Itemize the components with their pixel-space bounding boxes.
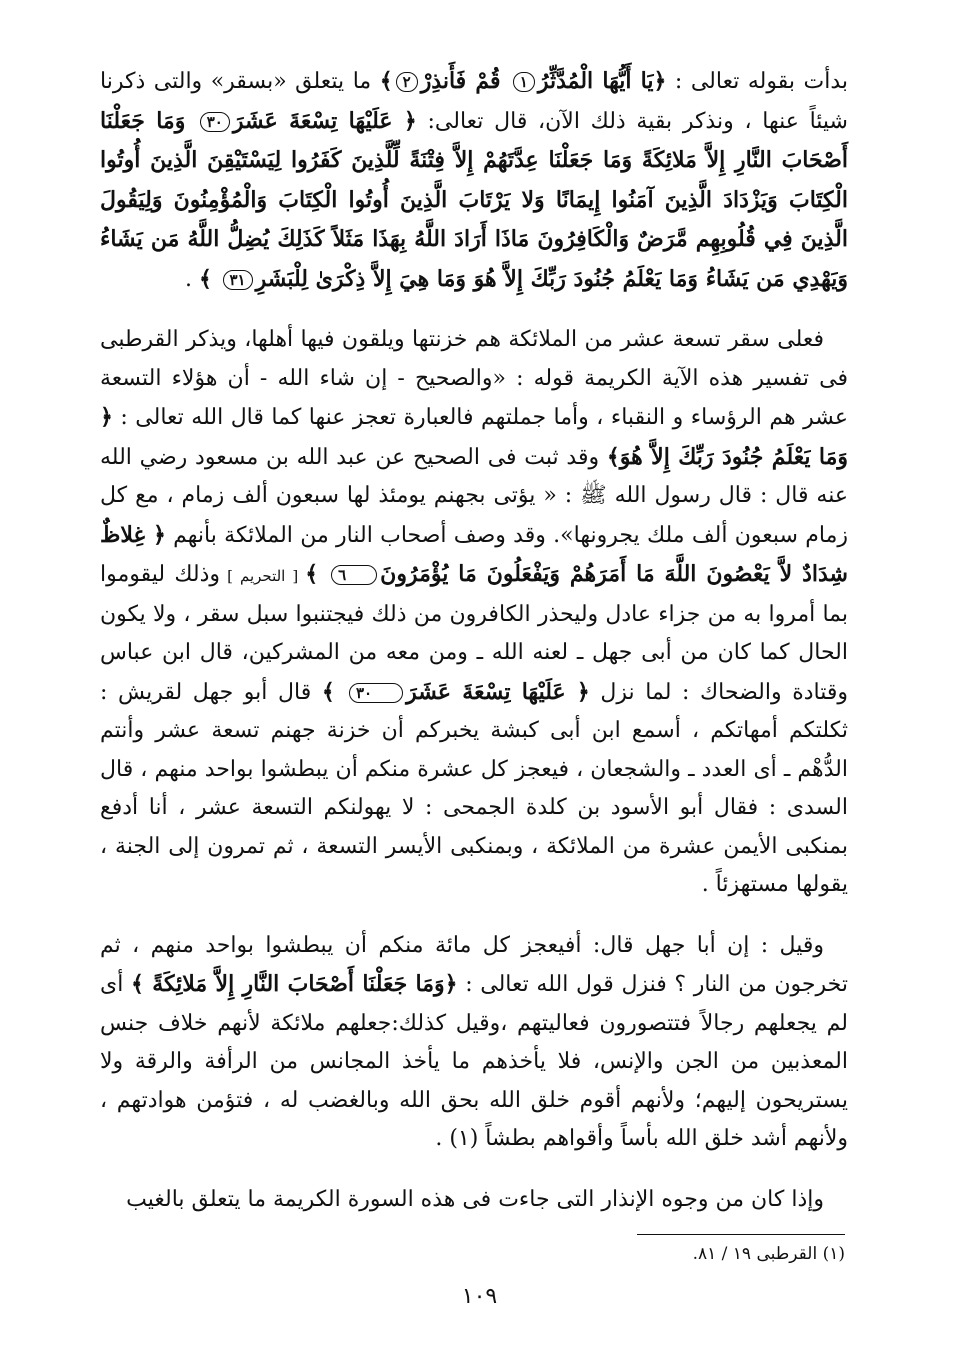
body-text: أى لم يجعلهم رجالاً فتتصورون فعاليتهم ،وقيل كذلك:جعلهم ملائكة لأنهم خلاف جنس المعذبين من الجن والإنس، فلا يأخذهم ما يأخذ المجانس من الرأفة والرقة ولا يستريحون إليهم؛ ولأنهم أقوم خلق الله بحق الله وبالغضب له ، فتؤمن هوادتهم ، ولأنهم أشد خلق الله بأساً وأقواهم بطشاً (١) . xyxy=(100,972,848,1151)
page-number: ١٠٩ xyxy=(461,1284,498,1309)
body-text: ما يتعلق «بسقر» والتى ذكرنا شيئاً عنها ، ونذكر بقية ذلك الآن، قال تعالى: xyxy=(100,69,848,134)
paragraph xyxy=(100,927,848,1159)
verse-bracket: ﴾ xyxy=(305,561,329,587)
paragraph xyxy=(100,321,848,905)
footnote-separator xyxy=(637,1234,845,1235)
quran-verse: عَلَيْهَا تِسْعَةَ عَشَرَ xyxy=(232,107,404,134)
body-text: قال أبو جهل لقريش : ثكلتكم أمهاتكم ، أسمع ابن أبى كبشة يخبركم أن خزنة جهنم تسعة عشر وأنتم الدُّهْم ـ أى العدد ـ والشجعان ، فيعجز كل عشرة منكم أن يبطشوا بواحد منهم ، قال السدى : فقال أبو الأسود بن كلدة الجمحى : لا يهولنكم التسعة عشر ، أنا أدفع بمنكبى الأيمن عشرة من الملائكة ، وبمنكبى الأيسر التسعة ، ثم تمرون إلى الجنة ، يقولها مستهزئاً . xyxy=(100,679,848,897)
quran-verse: وَمَا جَعَلْنَا أَصْحَابَ النَّارِ إِلاَّ مَلائِكَةً وَمَا جَعَلْنَا عِدَّتَهُمْ إِلاَّ فِتْنَةً لِّلَّذِينَ كَفَرُوا لِيَسْتَيْقِنَ الَّذِينَ أُوتُوا الْكِتَابَ وَيَزْدَادَ الَّذِينَ آمَنُوا إِيمَانًا وَلا يَرْتَابَ الَّذِينَ أُوتُوا الْكِتَابَ وَالْمُؤْمِنُونَ وَلِيَقُولَ الَّذِينَ فِي قُلُوبِهِم مَّرَضٌ وَالْكَافِرُونَ مَاذَا أَرَادَ اللَّهُ بِهَذَا مَثَلاً كَذَلِكَ يُضِلُّ اللَّهُ مَن يَشَاءُ وَيَهْدِي مَن يَشَاءُ وَمَا يَعْلَمُ جُنُودَ رَبِّكَ إِلاَّ هُوَ وَمَا هِيَ إِلاَّ ذِكْرَىٰ لِلْبَشَرِ xyxy=(100,107,848,292)
verse-bracket: ﴿ xyxy=(653,68,667,94)
body-text: . xyxy=(184,266,199,292)
body-text: وقيل : إن أبا جهل قال: أفيعجز كل مائة منكم أن يبطشوا بواحد منهم ، ثم تخرجون من النار ؟ فنزل قول الله تعالى : xyxy=(100,932,848,997)
verse-bracket: ﴾ xyxy=(606,443,620,470)
ayah-number: ٣٠ xyxy=(349,683,403,703)
body-text: وذلك ليقوموا بما أمروا به من جزاء عادل وليحذر الكافرون من ذلك فيجتنبوا سبل سقر ، ولا يكون الحال كما كان من أبى جهل ـ لعنه الله ـ ومن معه من المشركين، قال ابن عباس وقتادة والضحاك : لما نزل xyxy=(100,562,849,705)
ayah-number: ٣٠ xyxy=(200,112,230,132)
quran-verse: عَلَيْهَا تِسْعَةَ عَشَرَ xyxy=(406,678,577,705)
verse-bracket: ﴿ xyxy=(403,107,417,134)
quran-verse: يَا أَيُّهَا الْمُدَّثِّرُ xyxy=(537,68,654,94)
ayah-number: ٣١ xyxy=(223,270,253,290)
body-text: وقد ثبت فى الصحيح عن عبد الله بن مسعود رضي الله عنه قال : قال رسول الله ﷺ : « يؤتى بجهنم يومئذ لها سبعون ألف زمام ، مع كل زمام سبعون ألف ملك يجرونها». وقد وصف أصحاب النار من الملائكة بأنهم xyxy=(100,444,849,548)
body-text: بدأت بقوله تعالى : xyxy=(666,69,848,94)
surah-reference: [ التحريم ] xyxy=(220,567,306,585)
paragraph xyxy=(100,1181,848,1220)
verse-bracket: ﴾ xyxy=(379,68,393,94)
verse-bracket: ﴾ xyxy=(131,971,153,997)
body-text: فعلى سقر تسعة عشر من الملائكة هم خزنتها ويلقون فيها أهلها، ويذكر القرطبى فى تفسير هذه الآية الكريمة قوله : «والصحيح - إن شاء الله - أن هؤلاء التسعة عشر هم الرؤساء و النقباء ، وأما جملتهم فالعبارة تعجز عنها كما قال الله تعالى : xyxy=(100,327,848,430)
verse-bracket: ﴿ xyxy=(100,404,113,430)
verse-bracket: ﴾ xyxy=(321,678,346,705)
body-text: وإذا كان من وجوه الإنذار التى جاءت فى هذه السورة الكريمة ما يتعلق بالغيب xyxy=(126,1186,824,1212)
ayah-number: ١ xyxy=(513,72,535,92)
verse-bracket: ﴿ xyxy=(444,971,458,997)
paragraph xyxy=(100,62,848,299)
quran-verse: قُمْ فَأَنذِرْ xyxy=(420,68,510,94)
page-body xyxy=(100,62,848,1241)
ayah-number: ٢ xyxy=(396,72,418,92)
verse-bracket: ﴿ xyxy=(576,678,590,705)
quran-verse: وَمَا يَعْلَمُ جُنُودَ رَبِّكَ إِلاَّ هُوَ xyxy=(619,443,849,470)
quran-verse: غِلاظٌ شِدَادٌ لاَّ يَعْصُونَ اللَّهَ مَا أَمَرَهُمْ وَيَفْعَلُونَ مَا يُؤْمَرُونَ xyxy=(100,521,848,587)
verse-bracket: ﴿ xyxy=(152,521,166,548)
ayah-number: ٦ xyxy=(331,565,377,585)
quran-verse: وَمَا جَعَلْنَا أَصْحَابَ النَّارِ إِلاَّ مَلائِكَةً xyxy=(152,971,445,997)
verse-bracket: ﴾ xyxy=(198,265,220,292)
footnote: (١) القرطبى ١٩ / ٨١. xyxy=(692,1244,845,1264)
